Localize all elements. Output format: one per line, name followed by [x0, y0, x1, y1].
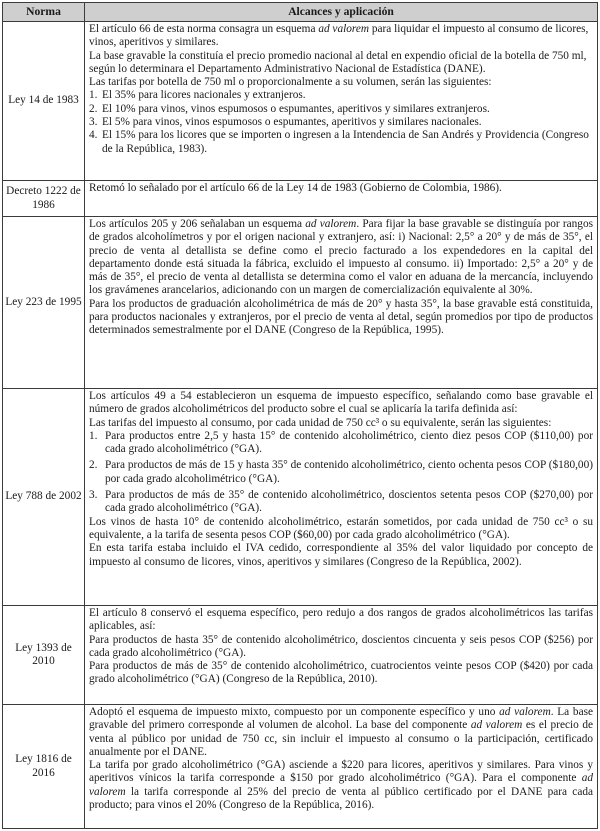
paragraph: Para productos de hasta 35° de contenido alcoholimétrico, doscientos cincuenta y seis pesos COP ($256) por cada grado alcoholimétrico (°GA). [89, 633, 593, 659]
paragraph: La tarifa por grado alcoholimétrico (°GA) asciende a $220 para licores, aperitivos y similares. Para vinos y aperitivos vínicos la tarifa corresponde a $150 por grado alcoholimétrico (°GA). Para el componente ad valorem la tarifa corresponde al 25% del precio de venta al público certificado por el DANE para cada producto; para vinos el 20% (Congreso de la República, 2016). [89, 759, 593, 812]
row-norma: Ley 788 de 2002 [3, 389, 85, 606]
paragraph: Para productos de más de 35° de contenido alcoholimétrico, cuatrocientos veinte pesos COP ($420) por cada grado alcoholimétrico (°GA) (Congreso de la República, 2010). [89, 660, 593, 686]
paragraph: La base gravable la constituía el precio promedio nacional al detal en expendio oficial de la botella de 750 ml, según lo determinara el Departamento Administrativo Nacional de Estadística (DANE). [89, 49, 587, 75]
paragraph: Los artículos 49 a 54 establecieron un esquema de impuesto específico, señalando como base gravable el número de grados alcoholimétricos del producto sobre el cual se aplicaría la tarifa definida así: [89, 390, 593, 416]
list-item: 3. El 5% para vinos, vinos espumosos o espumantes, aperitivos y similares nacionales. [89, 116, 482, 129]
list-item: 1. Para productos entre 2,5 y hasta 15° de contenido alcoholimétrico, ciento diez pesos COP ($110,00) por cada grado alcoholimétrico (°GA). [89, 429, 593, 456]
row-norma: Ley 14 de 1983 [3, 22, 85, 181]
row-alcances [85, 705, 598, 829]
paragraph: Retomó lo señalado por el artículo 66 de la Ley 14 de 1983 (Gobierno de Colombia, 1986). [89, 182, 502, 194]
paragraph: Los artículos 205 y 206 señalaban un esquema ad valorem. Para fijar la base gravable se distinguía por rangos de grados alcoholímetros y por el origen nacional y extranjero, así: i) Nacional: 2,5° a 20° y de más de 35°, el precio de venta al detallista se define como el precio facturado a los expendedores en la capital del departamento donde está situada la fábrica, excluido el impuesto al consumo. ii) Importado: 2,5° a 20° y de más de 35°, el precio de venta al detallista se determina como el valor en aduana de la mercancía, incluyendo los gravámenes arancelarios, adicionando con un margen de comercialización equivalente al 30%. [89, 218, 593, 297]
table-row [3, 606, 598, 705]
paragraph: Las tarifas por botella de 750 ml o proporcionalmente a su volumen, serán las siguientes: [89, 76, 492, 89]
table-row [3, 22, 598, 181]
row-norma: Ley 1816 de 2016 [3, 705, 85, 829]
list-item: 3. Para productos de más de 35° de contenido alcoholimétrico, doscientos setenta pesos COP ($270,00) por cada grado alcoholimétrico (°GA). [89, 489, 593, 515]
tariff-list [89, 430, 593, 516]
norms-table [2, 2, 598, 829]
row-alcances [85, 22, 598, 181]
paragraph: En esta tarifa estaba incluido el IVA cedido, correspondiente al 35% del valor liquidado por concepto de impuesto al consumo de licores, vinos, aperitivos y similares (Congreso de la República, 2002). [89, 542, 593, 568]
table-row [3, 705, 598, 829]
table-row [3, 217, 598, 389]
row-alcances [85, 606, 598, 705]
paragraph: Las tarifas del impuesto al consumo, por cada unidad de 750 cc³ o su equivalente, serán las siguientes: [89, 416, 552, 429]
paragraph: El artículo 8 conservó el esquema específico, pero redujo a dos rangos de grados alcoholimétricos las tarifas aplicables, así: [89, 607, 593, 633]
list-item: 2. El 10% para vinos, vinos espumosos o espumantes, aperitivos y similares extranjeros. [89, 102, 490, 115]
row-alcances [85, 181, 598, 217]
header-row [3, 3, 598, 22]
row-alcances [85, 389, 598, 606]
row-norma: Decreto 1222 de 1986 [3, 181, 85, 217]
paragraph: Los vinos de hasta 10° de contenido alcoholimétrico, estarán sometidos, por cada unidad de 750 cc³ o su equivalente, a la tarifa de sesenta pesos COP ($60,00) por cada grado alcoholimétrico (°GA). [89, 515, 593, 541]
paragraph: El artículo 66 de esta norma consagra un esquema ad valorem para liquidar el impuesto al consumo de licores, vinos, aperitivos y similares. [89, 23, 589, 49]
paragraph: Adoptó el esquema de impuesto mixto, compuesto por un componente específico y uno ad valorem. La base gravable del primero corresponde al volumen de alcohol. La base del componente ad valorem es el precio de venta al público por unidad de 750 cc, sin incluir el impuesto al consumo o la participación, certificado anualmente por el DANE. [89, 706, 593, 758]
paragraph: Para los productos de graduación alcoholimétrica de más de 20° y hasta 35°, la base gravable está constituida, para productos nacionales y extranjeros, por el precio de venta al detal, según promedios por tipo de productos determinados semestralmente por el DANE (Congreso de la República, 1995). [89, 297, 593, 337]
header-norma: Norma [3, 3, 85, 22]
list-item: 4. El 15% para los licores que se importen o ingresen a la Intendencia de San Andrés y Providencia (Congreso de la República, 1983). [89, 129, 589, 155]
table-row [3, 389, 598, 606]
header-alcances: Alcances y aplicación [85, 3, 598, 22]
tariff-list [89, 89, 593, 155]
table-row [3, 181, 598, 217]
list-item: 2. Para productos de más de 15 y hasta 35° de contenido alcoholimétrico, ciento ochenta pesos COP ($180,00) por cada grado alcoholimétrico (°GA). [89, 459, 593, 485]
row-norma: Ley 1393 de 2010 [3, 606, 85, 705]
list-item: 1. El 35% para licores nacionales y extranjeros. [89, 89, 306, 102]
row-norma: Ley 223 de 1995 [3, 217, 85, 389]
row-alcances [85, 217, 598, 389]
